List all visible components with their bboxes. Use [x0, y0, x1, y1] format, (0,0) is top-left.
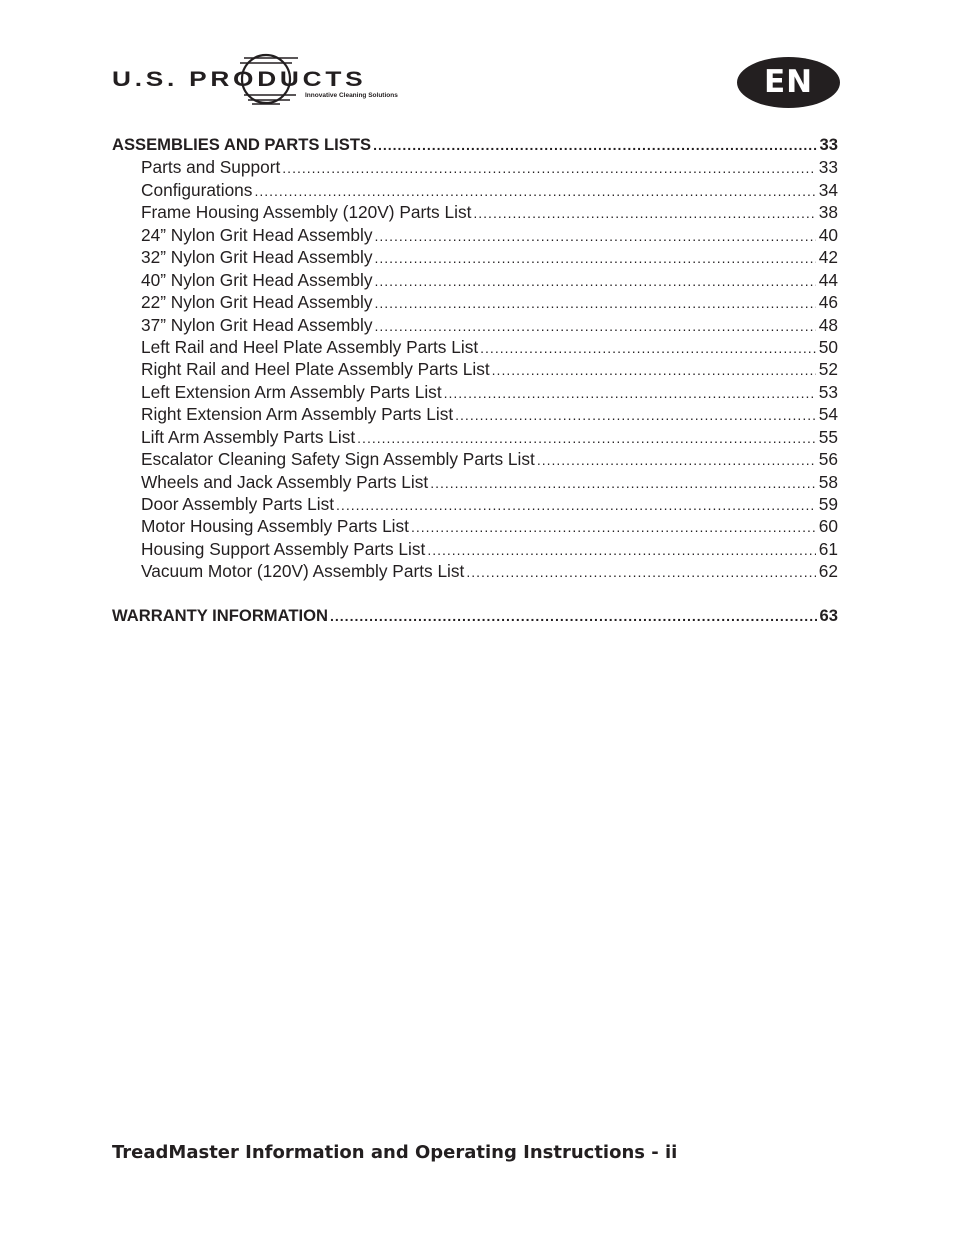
toc-entry-title: 24” Nylon Grit Head Assembly — [141, 224, 373, 245]
leader-dots — [411, 519, 816, 535]
toc-page-number: 34 — [818, 179, 838, 200]
toc-item-list — [112, 157, 838, 583]
toc-entry-title: Configurations — [141, 179, 253, 200]
toc-entry-title: WARRANTY INFORMATION — [112, 606, 329, 626]
toc-page-number: 40 — [818, 224, 838, 245]
toc-item[interactable] — [112, 180, 838, 202]
toc-page-number: 52 — [818, 359, 838, 380]
leader-dots — [480, 340, 816, 356]
toc-item[interactable] — [112, 472, 838, 494]
toc-entry-title: Vacuum Motor (120V) Assembly Parts List — [141, 561, 465, 582]
toc-item[interactable] — [112, 561, 838, 583]
toc-page-number: 56 — [818, 449, 838, 470]
toc-page-number: 60 — [818, 516, 838, 537]
toc-page-number: 42 — [818, 247, 838, 268]
leader-dots — [374, 250, 815, 266]
leader-dots — [374, 295, 815, 311]
toc-item[interactable] — [112, 359, 838, 381]
toc-item[interactable] — [112, 225, 838, 247]
leader-dots — [455, 407, 816, 423]
toc-entry-title: Door Assembly Parts List — [141, 494, 335, 514]
toc-item[interactable] — [112, 202, 838, 224]
logo-wordmark: U.S. PRODUCTS — [112, 68, 367, 91]
toc-entry-title: ASSEMBLIES AND PARTS LISTS — [112, 135, 372, 154]
toc-entry-title: Motor Housing Assembly Parts List — [141, 516, 409, 537]
leader-dots — [374, 228, 815, 244]
leader-dots — [492, 362, 816, 378]
logo-tagline: Innovative Cleaning Solutions — [305, 92, 398, 99]
toc-page-number: 33 — [818, 157, 838, 178]
toc-page-number: 61 — [818, 538, 838, 559]
toc-entry-title: Left Rail and Heel Plate Assembly Parts List — [141, 336, 479, 357]
toc-entry-title: Left Extension Arm Assembly Parts List — [141, 381, 442, 402]
toc-page-number: 59 — [818, 494, 838, 514]
leader-dots — [374, 318, 815, 334]
toc-item[interactable] — [112, 337, 838, 359]
toc-page-number: 53 — [818, 381, 838, 402]
leader-dots — [374, 273, 815, 289]
company-logo — [112, 52, 412, 108]
toc-item[interactable] — [112, 404, 838, 426]
toc-page-number: 38 — [818, 202, 838, 223]
leader-dots — [537, 452, 816, 468]
table-of-contents — [112, 135, 838, 629]
page-footer: TreadMaster Information and Operating Instructions - ii — [112, 1142, 678, 1163]
toc-item[interactable] — [112, 292, 838, 314]
toc-item[interactable] — [112, 516, 838, 538]
toc-entry-title: 37” Nylon Grit Head Assembly — [141, 314, 373, 335]
leader-dots — [373, 137, 816, 153]
toc-item[interactable] — [112, 382, 838, 404]
toc-entry-title: 40” Nylon Grit Head Assembly — [141, 269, 373, 290]
toc-item[interactable] — [112, 270, 838, 292]
toc-entry-title: Lift Arm Assembly Parts List — [141, 426, 356, 447]
toc-page-number: 63 — [819, 606, 838, 626]
toc-entry-title: Escalator Cleaning Safety Sign Assembly Parts List — [141, 449, 535, 470]
toc-entry-title: Housing Support Assembly Parts List — [141, 538, 426, 559]
toc-item[interactable] — [112, 427, 838, 449]
toc-entry-title: Frame Housing Assembly (120V) Parts List — [141, 202, 472, 223]
toc-page-number: 58 — [818, 471, 838, 492]
toc-page-number: 44 — [818, 269, 838, 290]
toc-page-number: 33 — [819, 135, 838, 154]
toc-entry-title: Right Extension Arm Assembly Parts List — [141, 404, 454, 425]
toc-page-number: 54 — [818, 404, 838, 425]
leader-dots — [330, 608, 817, 624]
leader-dots — [336, 497, 816, 513]
toc-entry-title: 32” Nylon Grit Head Assembly — [141, 247, 373, 268]
toc-entry-title: 22” Nylon Grit Head Assembly — [141, 292, 373, 313]
leader-dots — [282, 160, 815, 176]
leader-dots — [427, 542, 815, 558]
toc-entry-title: Parts and Support — [141, 157, 281, 178]
language-badge: EN — [737, 57, 840, 108]
toc-item[interactable] — [112, 315, 838, 337]
toc-section-assemblies[interactable] — [112, 135, 838, 157]
leader-dots — [444, 385, 816, 401]
toc-page-number: 48 — [818, 314, 838, 335]
toc-item[interactable] — [112, 494, 838, 516]
toc-entry-title: Right Rail and Heel Plate Assembly Parts List — [141, 359, 490, 380]
toc-item[interactable] — [112, 157, 838, 179]
toc-page-number: 55 — [818, 426, 838, 447]
toc-page-number: 62 — [818, 561, 838, 582]
toc-item[interactable] — [112, 247, 838, 269]
toc-entry-title: Wheels and Jack Assembly Parts List — [141, 471, 429, 492]
toc-item[interactable] — [112, 449, 838, 471]
leader-dots — [466, 564, 815, 580]
toc-page-number: 46 — [818, 292, 838, 313]
toc-item[interactable] — [112, 539, 838, 561]
leader-dots — [254, 183, 815, 199]
toc-section-warranty[interactable] — [112, 606, 838, 628]
leader-dots — [430, 475, 816, 491]
leader-dots — [357, 430, 816, 446]
leader-dots — [473, 205, 815, 221]
toc-page-number: 50 — [818, 336, 838, 357]
